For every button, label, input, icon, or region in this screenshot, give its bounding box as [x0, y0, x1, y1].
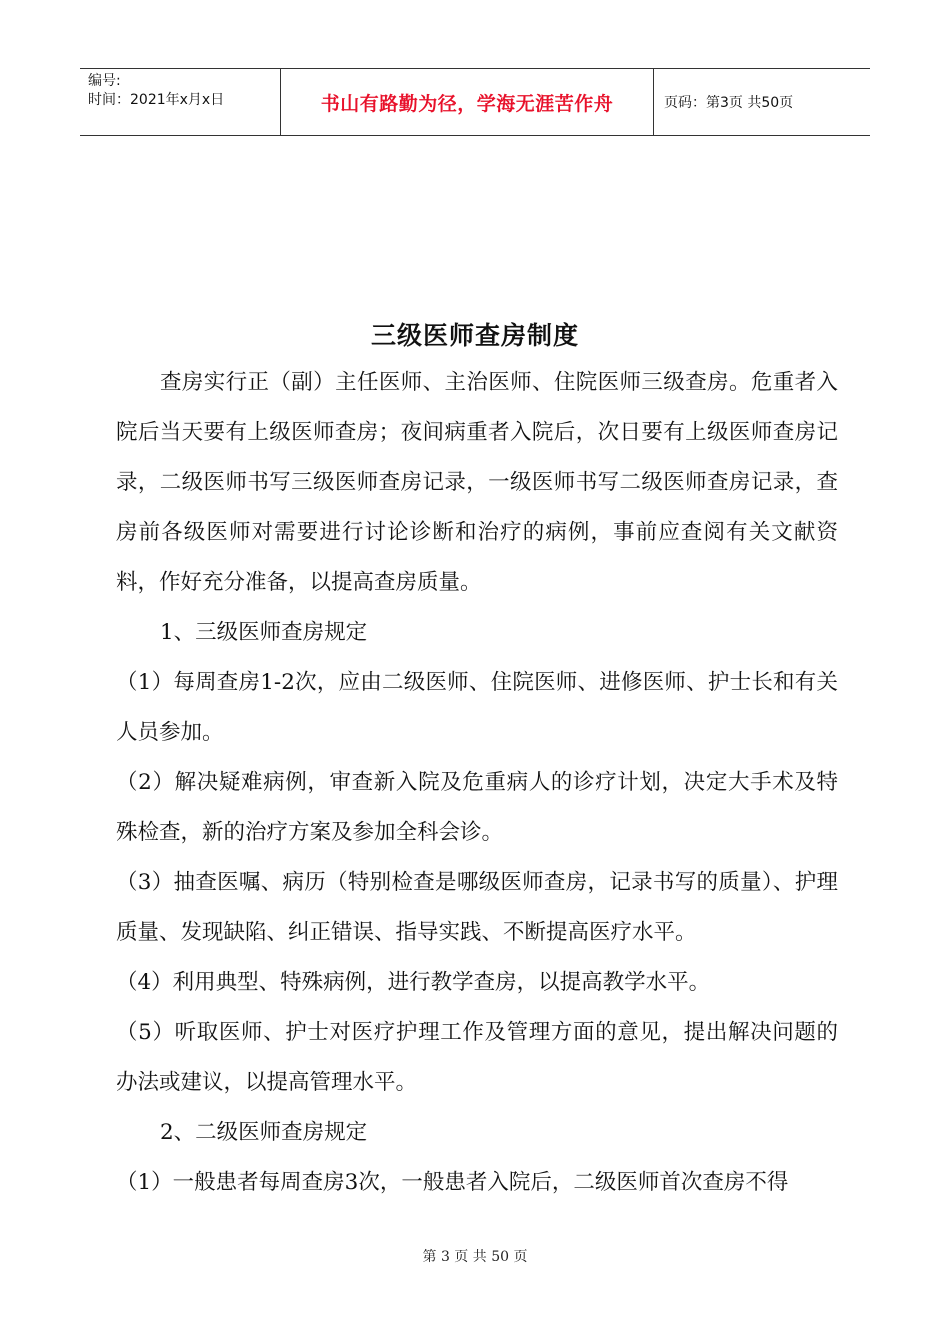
document-title: 三级医师查房制度	[370, 321, 579, 350]
list-item: （4）利用典型、特殊病例，进行教学查房，以提高教学水平。	[116, 970, 711, 995]
document-body	[116, 358, 838, 1208]
header-motto: 书山有路勤为径，学海无涯苦作舟	[281, 69, 654, 135]
header-meta-cell	[80, 69, 281, 135]
page-footer: 第 3 页 共 50 页	[422, 1249, 528, 1265]
date-label: 时间：2021年x月x日	[88, 92, 225, 108]
serial-number-label: 编号:	[88, 73, 121, 89]
list-item: （1）每周查房1-2次，应由二级医师、住院医师、进修医师、护士长和有关人员参加。	[116, 670, 838, 745]
section-heading: 1、三级医师查房规定	[160, 620, 368, 645]
list-item: （3）抽查医嘱、病历（特别检查是哪级医师查房，记录书写的质量）、护理质量、发现缺陷、纠正错误、指导实践、不断提高医疗水平。	[116, 870, 838, 945]
document-header	[80, 68, 870, 136]
intro-paragraph: 查房实行正（副）主任医师、主治医师、住院医师三级查房。危重者入院后当天要有上级医师查房；夜间病重者入院后，次日要有上级医师查房记录，二级医师书写三级医师查房记录，一级医师书写二级医师查房记录，查房前各级医师对需要进行讨论诊断和治疗的病例，事前应查阅有关文献资料，作好充分准备，以提高查房质量。	[116, 370, 838, 595]
list-item: （1）一般患者每周查房3次，一般患者入院后，二级医师首次查房不得	[116, 1170, 789, 1195]
list-item: （2）解决疑难病例，审查新入院及危重病人的诊疗计划，决定大手术及特殊检查，新的治疗方案及参加全科会诊。	[116, 770, 838, 845]
section-heading: 2、二级医师查房规定	[160, 1120, 368, 1145]
header-page-info: 页码：第3页 共50页	[664, 95, 794, 111]
list-item: （5）听取医师、护士对医疗护理工作及管理方面的意见，提出解决问题的办法或建议，以提高管理水平。	[116, 1020, 838, 1095]
